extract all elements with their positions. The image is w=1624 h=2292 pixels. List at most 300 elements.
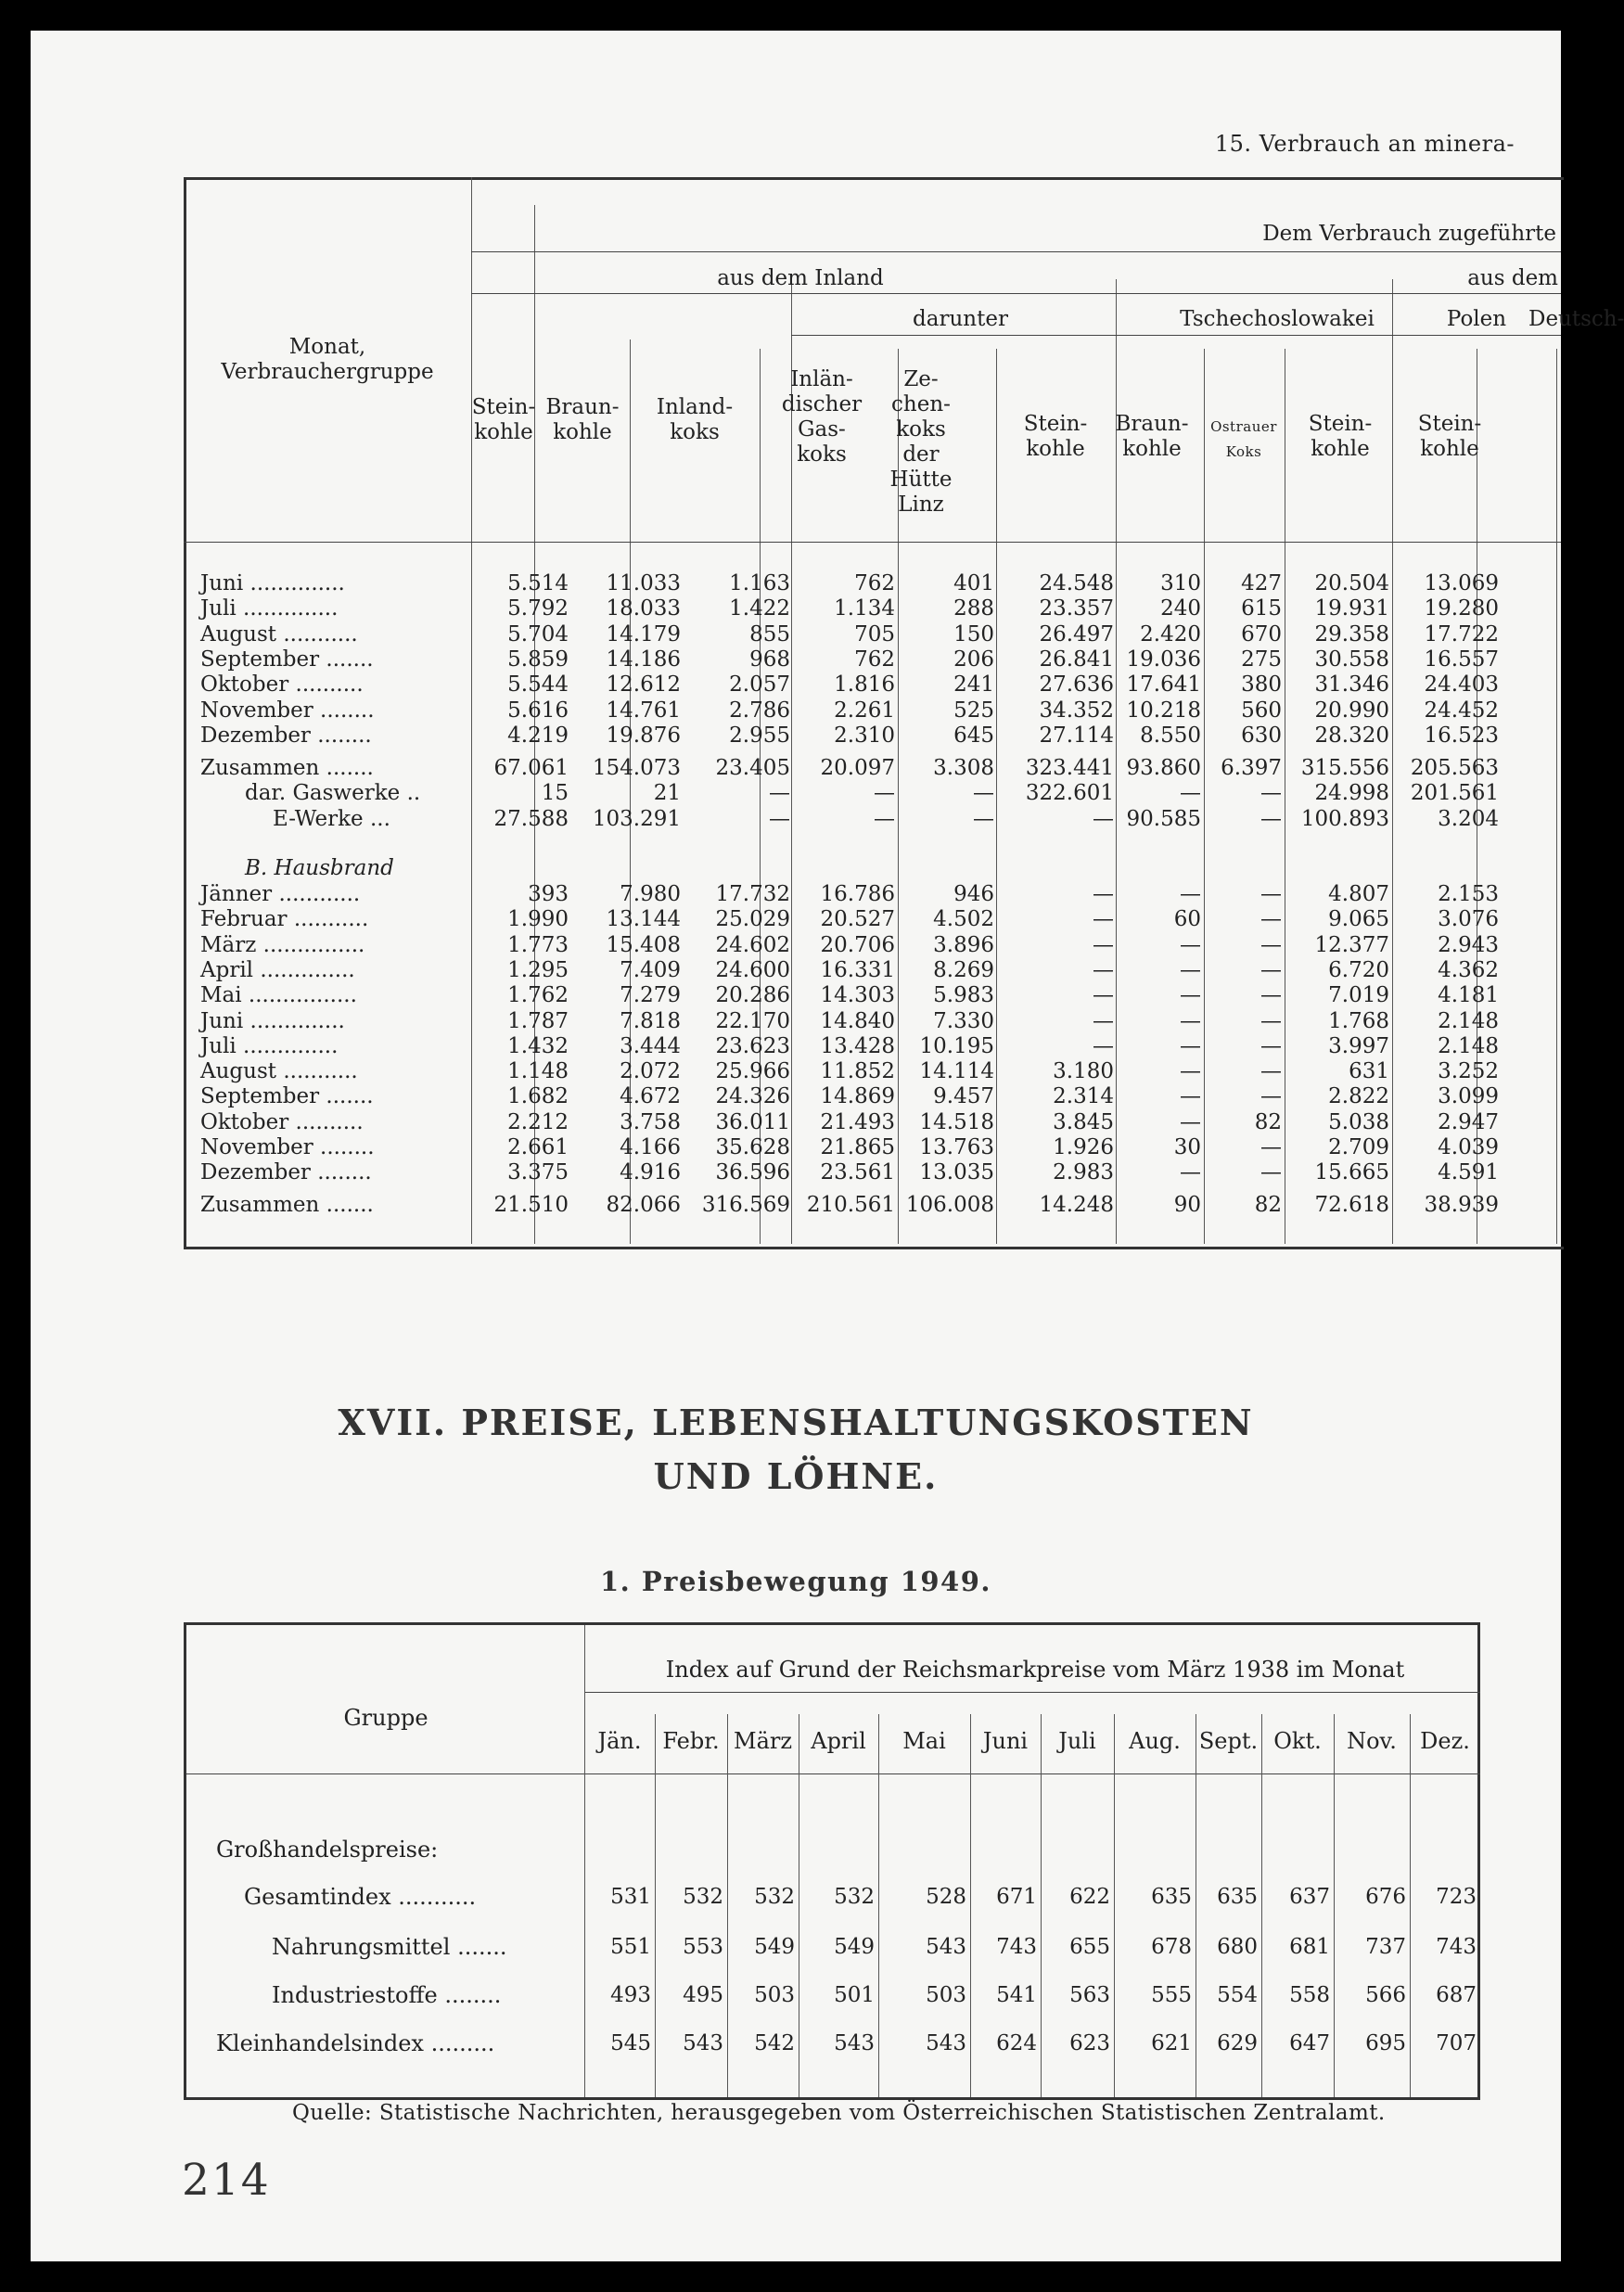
table-cell: 26.497 bbox=[1039, 621, 1114, 647]
table-cell: — bbox=[1260, 781, 1282, 806]
table-cell: 5.544 bbox=[507, 672, 569, 698]
table-cell: 8.550 bbox=[1140, 723, 1201, 748]
table-cell: 2.661 bbox=[507, 1135, 569, 1159]
table-cell: 495 bbox=[683, 1983, 723, 2007]
inland-header: aus dem Inland bbox=[717, 266, 884, 290]
table-cell: 655 bbox=[1069, 1935, 1110, 1959]
table-cell: 3.076 bbox=[1438, 907, 1499, 932]
table-cell: — bbox=[1180, 983, 1201, 1008]
table-cell: 34.352 bbox=[1039, 698, 1114, 723]
table-cell: 315.556 bbox=[1300, 756, 1389, 780]
header-rule bbox=[471, 293, 1561, 294]
table-cell: 240 bbox=[1160, 596, 1201, 621]
table-cell: 24.326 bbox=[715, 1084, 790, 1109]
table-cell: — bbox=[1180, 882, 1201, 906]
row-label: März ............... bbox=[200, 932, 365, 957]
table-cell: 946 bbox=[953, 882, 994, 906]
table-cell: 629 bbox=[1217, 2031, 1258, 2055]
table-cell: — bbox=[1260, 1135, 1282, 1159]
table-cell: 24.998 bbox=[1314, 781, 1389, 806]
table-cell: 9.065 bbox=[1328, 907, 1389, 932]
table-cell: 7.330 bbox=[933, 1008, 994, 1033]
table-cell: 3.308 bbox=[933, 756, 994, 780]
table-cell: 20.990 bbox=[1314, 698, 1389, 723]
row-label: November ........ bbox=[200, 1135, 375, 1159]
table-cell: 2.261 bbox=[834, 698, 895, 723]
table-cell: 737 bbox=[1365, 1935, 1406, 1959]
month-header: Juli bbox=[1058, 1728, 1096, 1754]
polen-header: Polen bbox=[1446, 307, 1507, 331]
table-cell: 154.073 bbox=[592, 756, 681, 780]
table-cell: 621 bbox=[1151, 2031, 1192, 2055]
table-cell: 647 bbox=[1289, 2031, 1330, 2055]
table-cell: 3.444 bbox=[620, 1033, 681, 1058]
table-cell: 10.218 bbox=[1126, 698, 1201, 723]
table-cell: 3.375 bbox=[507, 1160, 569, 1185]
row-label: Juni .............. bbox=[200, 1008, 345, 1033]
table-cell: 23.357 bbox=[1039, 596, 1114, 621]
table-cell: 38.939 bbox=[1424, 1193, 1499, 1217]
table-cell: 205.563 bbox=[1410, 756, 1499, 780]
table-cell: 21.493 bbox=[820, 1109, 895, 1134]
table-cell: 2.822 bbox=[1328, 1084, 1389, 1109]
table-cell: 150 bbox=[953, 621, 994, 647]
table-cell: 14.761 bbox=[606, 698, 681, 723]
header-rule bbox=[584, 1692, 1480, 1693]
table-cell: 635 bbox=[1151, 1885, 1192, 1909]
table-cell: 1.295 bbox=[507, 957, 569, 982]
table-cell: 24.452 bbox=[1424, 698, 1499, 723]
table-cell: 14.518 bbox=[919, 1109, 994, 1134]
table-cell: 7.409 bbox=[620, 957, 681, 982]
table-cell: 501 bbox=[834, 1983, 875, 2007]
table-cell: 5.616 bbox=[507, 698, 569, 723]
column-header: Ostrauer Koks bbox=[1210, 418, 1277, 460]
table-cell: 705 bbox=[854, 621, 895, 647]
table-cell: 4.672 bbox=[620, 1084, 681, 1109]
darunter-header: darunter bbox=[913, 307, 1008, 331]
table-cell: 4.166 bbox=[620, 1135, 681, 1159]
table-cell: — bbox=[1260, 806, 1282, 831]
table-cell: 762 bbox=[854, 647, 895, 672]
table-cell: — bbox=[1180, 781, 1201, 806]
page-number: 214 bbox=[182, 2155, 271, 2206]
table-cell: 678 bbox=[1151, 1935, 1192, 1959]
table-cell: — bbox=[1180, 1008, 1201, 1033]
table-cell: 21.865 bbox=[820, 1135, 895, 1159]
table-cell: 17.732 bbox=[715, 882, 790, 906]
row-label: Zusammen ....... bbox=[200, 1193, 374, 1217]
table-cell: 30.558 bbox=[1314, 647, 1389, 672]
table-cell: 19.280 bbox=[1424, 596, 1499, 621]
table-cell: 560 bbox=[1241, 698, 1282, 723]
table-cell: 622 bbox=[1069, 1885, 1110, 1909]
table-cell: 24.602 bbox=[715, 932, 790, 957]
table-cell: 27.588 bbox=[493, 806, 569, 831]
table-cell: — bbox=[1093, 957, 1114, 982]
table-cell: — bbox=[1093, 932, 1114, 957]
table-cell: 4.181 bbox=[1438, 983, 1499, 1008]
source-note: Quelle: Statistische Nachrichten, herausgegeben vom Österreichischen Statistischen Zentralamt. bbox=[292, 2101, 1386, 2125]
table-cell: 5.704 bbox=[507, 621, 569, 647]
row-label: September ....... bbox=[200, 647, 374, 672]
table-cell: 201.561 bbox=[1410, 781, 1499, 806]
table-cell: 531 bbox=[610, 1885, 651, 1909]
table-cell: 35.628 bbox=[715, 1135, 790, 1159]
month-header: Dez. bbox=[1420, 1728, 1470, 1754]
header-rule bbox=[791, 335, 1561, 336]
row-label: April .............. bbox=[200, 957, 355, 982]
table-cell: 16.331 bbox=[820, 957, 895, 982]
row-label: Jänner ............ bbox=[200, 882, 361, 906]
table-cell: 5.038 bbox=[1328, 1109, 1389, 1134]
table-cell: 206 bbox=[953, 647, 994, 672]
table-cell: 687 bbox=[1436, 1983, 1477, 2007]
table-cell: 645 bbox=[953, 723, 994, 748]
table-cell: 7.980 bbox=[620, 882, 681, 906]
table-cell: 401 bbox=[953, 571, 994, 595]
table-cell: 968 bbox=[749, 647, 790, 672]
table-cell: — bbox=[973, 806, 994, 831]
table-cell: 2.212 bbox=[507, 1109, 569, 1134]
table-cell: 14.179 bbox=[606, 621, 681, 647]
table-cell: 680 bbox=[1217, 1935, 1258, 1959]
table-cell: 676 bbox=[1365, 1885, 1406, 1909]
table-title: 1. Preisbewegung 1949. bbox=[599, 1566, 992, 1597]
month-header: Febr. bbox=[662, 1728, 720, 1754]
month-header: Mai bbox=[902, 1728, 946, 1754]
row-label: Oktober .......... bbox=[200, 1109, 364, 1134]
table-cell: 541 bbox=[996, 1983, 1037, 2007]
table-cell: 532 bbox=[683, 1885, 723, 1909]
table-cell: 23.405 bbox=[715, 756, 790, 780]
month-header: Sept. bbox=[1198, 1728, 1259, 1754]
table-cell: 19.876 bbox=[606, 723, 681, 748]
table-cell: 14.303 bbox=[820, 983, 895, 1008]
table-cell: 1.148 bbox=[507, 1059, 569, 1084]
table-cell: 15 bbox=[541, 781, 569, 806]
table-cell: 11.033 bbox=[606, 571, 681, 595]
table-cell: 503 bbox=[926, 1983, 966, 2007]
row-label: August ........... bbox=[200, 1059, 358, 1084]
table-cell: — bbox=[874, 781, 895, 806]
row-label: Oktober .......... bbox=[200, 672, 364, 698]
coal-consumption-table bbox=[184, 177, 1624, 1262]
table-cell: 12.612 bbox=[606, 672, 681, 698]
column-header: Braun- kohle bbox=[1115, 412, 1189, 461]
table-cell: 21 bbox=[653, 781, 681, 806]
table-cell: 2.153 bbox=[1438, 882, 1499, 906]
table-cell: 2.148 bbox=[1438, 1033, 1499, 1058]
table-cell: 20.097 bbox=[820, 756, 895, 780]
table-cell: 1.682 bbox=[507, 1084, 569, 1109]
row-label: Juni .............. bbox=[200, 571, 345, 595]
table-cell: 393 bbox=[528, 882, 569, 906]
table-cell: — bbox=[1260, 1059, 1282, 1084]
page-sheet bbox=[31, 31, 1624, 2261]
table-cell: 2.314 bbox=[1053, 1084, 1114, 1109]
table-cell: 7.019 bbox=[1328, 983, 1389, 1008]
row-label: Industriestoffe ........ bbox=[272, 1982, 502, 2008]
table-cell: 19.036 bbox=[1126, 647, 1201, 672]
table-cell: 2.983 bbox=[1053, 1160, 1114, 1185]
table-cell: — bbox=[1260, 907, 1282, 932]
table-cell: 17.722 bbox=[1424, 621, 1499, 647]
column-header: Stein- kohle bbox=[1308, 412, 1373, 461]
table-cell: 275 bbox=[1241, 647, 1282, 672]
table-cell: 7.818 bbox=[620, 1008, 681, 1033]
table-cell: 24.403 bbox=[1424, 672, 1499, 698]
table-cell: 3.099 bbox=[1438, 1084, 1499, 1109]
table-cell: 60 bbox=[1173, 907, 1201, 932]
row-label: Juli .............. bbox=[200, 596, 339, 621]
table-cell: 3.204 bbox=[1438, 806, 1499, 831]
section-title bbox=[31, 1396, 1561, 1504]
table-cell: 16.786 bbox=[820, 882, 895, 906]
table-cell: 555 bbox=[1151, 1983, 1192, 2007]
table-cell: 15.408 bbox=[606, 932, 681, 957]
table-cell: — bbox=[1260, 932, 1282, 957]
table-cell: 9.457 bbox=[933, 1084, 994, 1109]
table-cell: 26.841 bbox=[1039, 647, 1114, 672]
table-cell: 6.720 bbox=[1328, 957, 1389, 982]
table-cell: 12.377 bbox=[1314, 932, 1389, 957]
table-cell: 67.061 bbox=[493, 756, 569, 780]
month-header: Juni bbox=[982, 1728, 1029, 1754]
table-cell: 637 bbox=[1289, 1885, 1330, 1909]
table-cell: 28.320 bbox=[1314, 723, 1389, 748]
table-cell: 24.548 bbox=[1039, 571, 1114, 595]
table-cell: 3.758 bbox=[620, 1109, 681, 1134]
table-cell: 532 bbox=[834, 1885, 875, 1909]
table-cell: 635 bbox=[1217, 1885, 1258, 1909]
table-cell: 14.114 bbox=[919, 1059, 994, 1084]
table-cell: 3.252 bbox=[1438, 1059, 1499, 1084]
table-cell: 2.955 bbox=[729, 723, 790, 748]
table-cell: 322.601 bbox=[1025, 781, 1114, 806]
table-cell: — bbox=[973, 781, 994, 806]
table-cell: 543 bbox=[834, 2031, 875, 2055]
table-cell: 1.422 bbox=[729, 596, 790, 621]
table-cell: 549 bbox=[754, 1935, 795, 1959]
table-cell: 723 bbox=[1436, 1885, 1477, 1909]
table-cell: — bbox=[1180, 1084, 1201, 1109]
table-cell: — bbox=[1180, 1059, 1201, 1084]
table-cell: — bbox=[1093, 1008, 1114, 1033]
table-cell: 310 bbox=[1160, 571, 1201, 595]
table-cell: 695 bbox=[1365, 2031, 1406, 2055]
table-cell: 380 bbox=[1241, 672, 1282, 698]
table-cell: 288 bbox=[953, 596, 994, 621]
table-cell: — bbox=[1093, 907, 1114, 932]
tschechoslowakei-header: Tschechoslowakei bbox=[1180, 307, 1375, 331]
table-cell: 13.035 bbox=[919, 1160, 994, 1185]
table-cell: — bbox=[1260, 882, 1282, 906]
table-cell: 15.665 bbox=[1314, 1160, 1389, 1185]
header-rule bbox=[471, 251, 1561, 252]
table-cell: — bbox=[1180, 932, 1201, 957]
table-cell: 2.947 bbox=[1438, 1109, 1499, 1134]
running-head: 15. Verbrauch an minera- bbox=[1214, 131, 1515, 157]
table-cell: 36.596 bbox=[715, 1160, 790, 1185]
table-cell: 17.641 bbox=[1126, 672, 1201, 698]
table-cell: — bbox=[1180, 957, 1201, 982]
table-cell: 5.792 bbox=[507, 596, 569, 621]
table-cell: 566 bbox=[1365, 1983, 1406, 2007]
column-header: Stein- kohle bbox=[471, 395, 536, 444]
table-cell: 27.114 bbox=[1039, 723, 1114, 748]
table-cell: 671 bbox=[996, 1885, 1037, 1909]
table-cell: 30 bbox=[1173, 1135, 1201, 1159]
table-cell: 27.636 bbox=[1039, 672, 1114, 698]
section-label: B. Hausbrand bbox=[245, 856, 394, 880]
header-rule bbox=[186, 1773, 1480, 1774]
table-cell: 21.510 bbox=[493, 1193, 569, 1217]
table-cell: 5.514 bbox=[507, 571, 569, 595]
table-cell: 623 bbox=[1069, 2031, 1110, 2055]
table-cell: — bbox=[769, 781, 790, 806]
table-cell: 2.072 bbox=[620, 1059, 681, 1084]
table-cell: 1.163 bbox=[729, 571, 790, 595]
table-cell: 563 bbox=[1069, 1983, 1110, 2007]
table-cell: 1.926 bbox=[1053, 1135, 1114, 1159]
table-cell: 20.504 bbox=[1314, 571, 1389, 595]
table-cell: 3.896 bbox=[933, 932, 994, 957]
table-cell: 90 bbox=[1173, 1193, 1201, 1217]
table-cell: 13.428 bbox=[820, 1033, 895, 1058]
column-header: Inland- koks bbox=[656, 395, 734, 444]
row-label: Februar ........... bbox=[200, 907, 369, 932]
table-cell: 4.502 bbox=[933, 907, 994, 932]
table-cell: 681 bbox=[1289, 1935, 1330, 1959]
table-cell: — bbox=[1093, 983, 1114, 1008]
column-rule bbox=[584, 1625, 585, 2097]
table-cell: 316.569 bbox=[701, 1193, 790, 1217]
deutsch-header: Deutsch- bbox=[1528, 307, 1624, 331]
table-cell: — bbox=[769, 806, 790, 831]
table-cell: 427 bbox=[1241, 571, 1282, 595]
table-cell: — bbox=[1260, 957, 1282, 982]
table-cell: — bbox=[1260, 1160, 1282, 1185]
table-cell: 8.269 bbox=[933, 957, 994, 982]
table-cell: 3.180 bbox=[1053, 1059, 1114, 1084]
stub-header: Monat, Verbrauchergruppe bbox=[221, 335, 434, 384]
column-header: Braun- kohle bbox=[545, 395, 620, 444]
section-title-line2: UND LÖHNE. bbox=[653, 1455, 939, 1497]
table-cell: 4.591 bbox=[1438, 1160, 1499, 1185]
table-cell: 36.011 bbox=[715, 1109, 790, 1134]
table-cell: 855 bbox=[749, 621, 790, 647]
table-cell: — bbox=[1180, 1033, 1201, 1058]
table-cell: 4.219 bbox=[507, 723, 569, 748]
table-cell: 549 bbox=[834, 1935, 875, 1959]
table-cell: 7.279 bbox=[620, 983, 681, 1008]
table-cell: 16.523 bbox=[1424, 723, 1499, 748]
table-cell: 241 bbox=[953, 672, 994, 698]
table-cell: — bbox=[1093, 1033, 1114, 1058]
table-cell: 93.860 bbox=[1126, 756, 1201, 780]
consumption-header: Dem Verbrauch zugeführte bbox=[1262, 222, 1556, 246]
table-cell: 82 bbox=[1254, 1193, 1282, 1217]
table-cell: — bbox=[1093, 882, 1114, 906]
table-cell: 22.170 bbox=[715, 1008, 790, 1033]
table-cell: 13.144 bbox=[606, 907, 681, 932]
table-cell: 1.768 bbox=[1328, 1008, 1389, 1033]
table-cell: 2.057 bbox=[729, 672, 790, 698]
table-cell: 542 bbox=[754, 2031, 795, 2055]
column-header: Stein- kohle bbox=[1417, 412, 1482, 461]
group-label: Großhandelspreise: bbox=[216, 1837, 439, 1863]
row-label: Mai ................ bbox=[200, 983, 357, 1008]
table-cell: 20.286 bbox=[715, 983, 790, 1008]
table-cell: 2.310 bbox=[834, 723, 895, 748]
table-cell: 1.816 bbox=[834, 672, 895, 698]
table-cell: 5.983 bbox=[933, 983, 994, 1008]
table-cell: 558 bbox=[1289, 1983, 1330, 2007]
table-cell: 2.709 bbox=[1328, 1135, 1389, 1159]
column-header: Stein- kohle bbox=[1023, 412, 1088, 461]
import-header: aus dem bbox=[1467, 266, 1558, 290]
table-cell: 624 bbox=[996, 2031, 1037, 2055]
table-cell: 2.786 bbox=[729, 698, 790, 723]
table-cell: 13.069 bbox=[1424, 571, 1499, 595]
table-cell: 525 bbox=[953, 698, 994, 723]
table-cell: 1.990 bbox=[507, 907, 569, 932]
table-cell: 14.869 bbox=[820, 1084, 895, 1109]
table-cell: 2.943 bbox=[1438, 932, 1499, 957]
table-cell: 29.358 bbox=[1314, 621, 1389, 647]
table-cell: 707 bbox=[1436, 2031, 1477, 2055]
column-header: Ze- chen- koks der Hütte Linz bbox=[889, 367, 953, 517]
table-cell: 545 bbox=[610, 2031, 651, 2055]
group-header: Gruppe bbox=[343, 1705, 428, 1731]
table-cell: 543 bbox=[926, 2031, 966, 2055]
header-rule bbox=[184, 542, 1561, 543]
table-cell: — bbox=[1260, 1008, 1282, 1033]
table-cell: 631 bbox=[1349, 1059, 1389, 1084]
table-cell: 1.134 bbox=[834, 596, 895, 621]
column-rule bbox=[996, 349, 997, 1244]
table-cell: 2.148 bbox=[1438, 1008, 1499, 1033]
row-label: Gesamtindex ........... bbox=[244, 1884, 477, 1910]
table-cell: — bbox=[874, 806, 895, 831]
table-cell: 4.362 bbox=[1438, 957, 1499, 982]
table-cell: 670 bbox=[1241, 621, 1282, 647]
row-label: Dezember ........ bbox=[200, 1160, 372, 1185]
row-label: August ........... bbox=[200, 621, 358, 647]
table-cell: 82 bbox=[1254, 1109, 1282, 1134]
table-cell: 20.527 bbox=[820, 907, 895, 932]
table-cell: 6.397 bbox=[1221, 756, 1282, 780]
table-cell: — bbox=[1093, 806, 1114, 831]
table-cell: 16.557 bbox=[1424, 647, 1499, 672]
table-cell: 11.852 bbox=[820, 1059, 895, 1084]
table-cell: 4.916 bbox=[620, 1160, 681, 1185]
table-cell: 23.561 bbox=[820, 1160, 895, 1185]
row-label: November ........ bbox=[200, 698, 375, 723]
table-cell: 532 bbox=[754, 1885, 795, 1909]
table-cell: 31.346 bbox=[1314, 672, 1389, 698]
row-label: E-Werke ... bbox=[273, 806, 390, 831]
table-cell: 14.248 bbox=[1039, 1193, 1114, 1217]
index-header: Index auf Grund der Reichsmarkpreise vom März 1938 im Monat bbox=[665, 1657, 1405, 1683]
table-cell: — bbox=[1260, 1033, 1282, 1058]
table-cell: 103.291 bbox=[592, 806, 681, 831]
table-cell: 528 bbox=[926, 1885, 966, 1909]
table-cell: 82.066 bbox=[606, 1193, 681, 1217]
column-rule bbox=[1556, 349, 1557, 1244]
row-label: dar. Gaswerke .. bbox=[245, 781, 421, 806]
